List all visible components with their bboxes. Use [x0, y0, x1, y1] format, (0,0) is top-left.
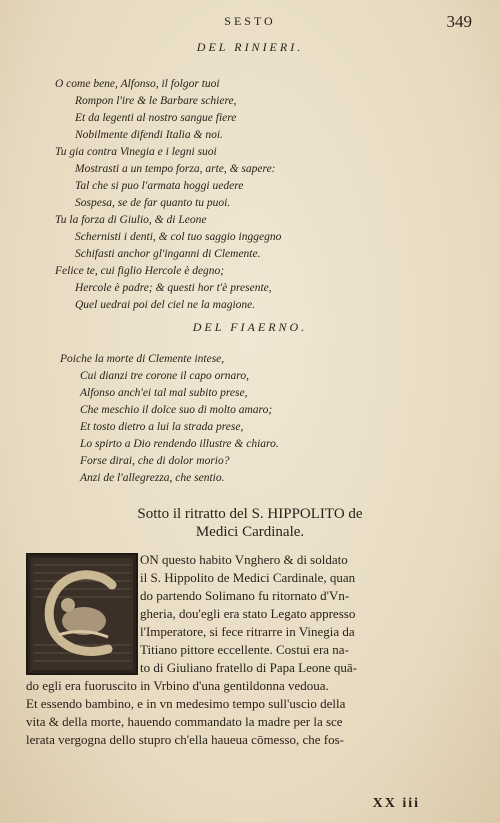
signature-mark: XX iii — [372, 796, 420, 811]
poem-line: Schernisti i denti, & col tuo saggio inggegno — [75, 231, 282, 243]
section-heading-fiaerno: DEL FIAERNO. — [192, 320, 308, 334]
prose-line: ON questo habito Vnghero & di soldato — [140, 552, 348, 567]
portrait-caption — [0, 505, 500, 541]
poem-line: Nobilmente difendi Italia & noi. — [75, 129, 223, 141]
poem-line: Hercole è padre; & questi hor t'è presente, — [75, 282, 272, 294]
poem-line: O come bene, Alfonso, il folgor tuoi — [55, 78, 220, 90]
woodcut-illustration-icon — [28, 555, 136, 673]
poem-line: Anzi de l'allegrezza, che sentio. — [80, 472, 225, 484]
section-heading-rinieri: DEL RINIERI. — [196, 40, 304, 54]
poem-line: Poiche la morte di Clemente intese, — [60, 353, 225, 365]
poem-line: Alfonso anch'ei tal mal subito prese, — [80, 387, 248, 399]
page-number: 349 — [446, 12, 472, 31]
poem-line: Tu gia contra Vinegia e i legni suoi — [55, 146, 217, 158]
poem-line: Et tosto dietro a lui la strada prese, — [80, 421, 244, 433]
running-head: SESTO — [224, 14, 276, 28]
poem-line: Tu la forza di Giulio, & di Leone — [55, 214, 207, 226]
prose-line: l'Imperatore, si fece ritrarre in Vinegia da — [140, 624, 355, 639]
poem-line: Mostrasti a un tempo forza, arte, & sapere: — [75, 163, 276, 175]
prose-line: Titiano pittore eccellente. Costui era na- — [140, 642, 349, 657]
prose-line: do partendo Solimano fu ritornato d'Vn- — [140, 588, 350, 603]
poem-line: Cui dianzi tre corone il capo ornaro, — [80, 370, 249, 382]
prose-line: gheria, dou'egli era stato Legato appresso — [140, 606, 356, 621]
poem-line: Felice te, cui figlio Hercole è degno; — [55, 265, 225, 277]
poem-line: Forse dirai, che di dolor morio? — [80, 455, 230, 467]
poem-line: Rompon l'ire & le Barbare schiere, — [75, 95, 237, 107]
prose-line: il S. Hippolito de Medici Cardinale, quan — [140, 570, 356, 585]
prose-line: lerata vergogna dello stupro ch'ella haueua cōmesso, che fos- — [26, 732, 344, 747]
poem-line: Quel uedrai poi del ciel ne la magione. — [75, 299, 256, 311]
poem-line: Schifasti anchor gl'inganni di Clemente. — [75, 248, 261, 260]
caption-line: Medici Cardinale. — [195, 524, 305, 540]
poem-line: Et da legenti al nostro sangue fiere — [75, 112, 237, 124]
poem-line: Che meschio il dolce suo di molto amaro; — [80, 404, 273, 416]
woodcut-initial-c — [26, 553, 138, 675]
poem-line: Tal che si puo l'armata hoggi uedere — [75, 180, 244, 192]
poem-line: Sospesa, se de far quanto tu puoi. — [75, 197, 231, 209]
prose-line: vita & della morte, hauendo commandato la madre per la sce — [26, 714, 343, 729]
prose-line: to di Giuliano fratello di Papa Leone quā- — [140, 660, 357, 675]
caption-line: Sotto il ritratto del S. HIPPOLITO de — [137, 506, 363, 522]
prose-line: do egli era fuoruscito in Vrbino d'una gentildonna vedoua. — [26, 678, 329, 693]
prose-line: Et essendo bambino, e in vn medesimo tempo sull'uscio della — [26, 696, 346, 711]
poem-line: Lo spirto a Dio rendendo illustre & chiaro. — [80, 438, 279, 450]
